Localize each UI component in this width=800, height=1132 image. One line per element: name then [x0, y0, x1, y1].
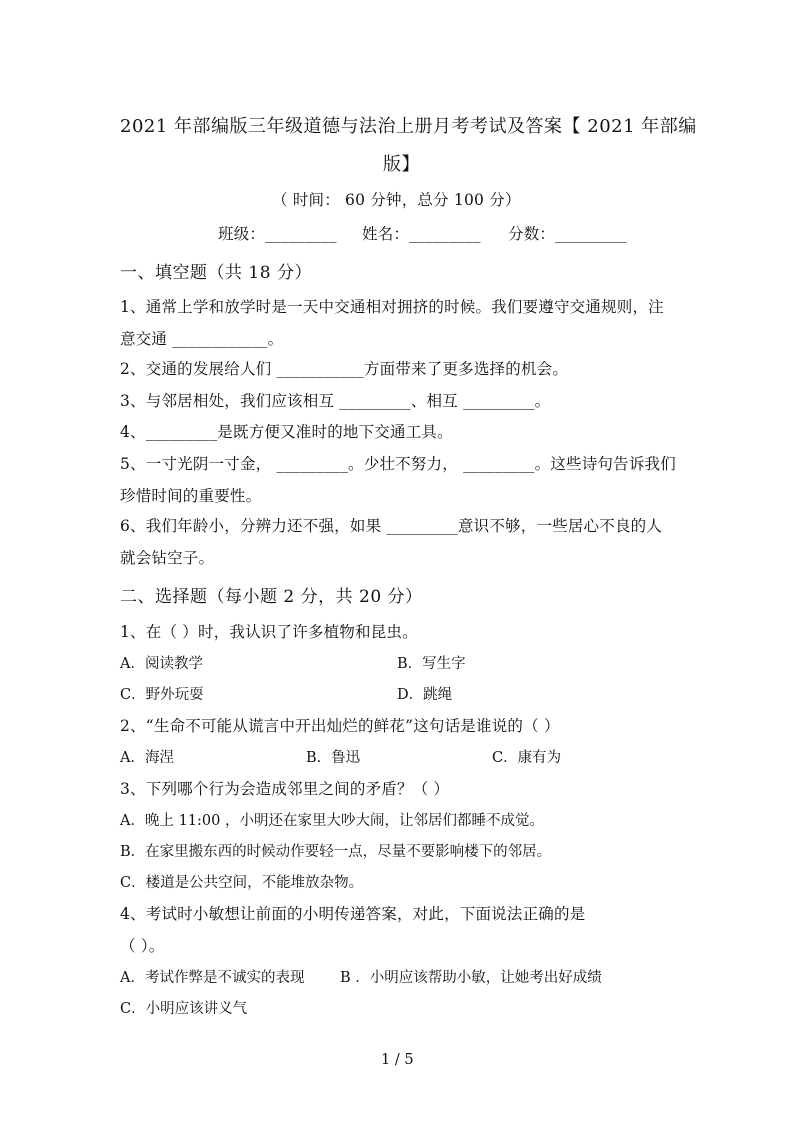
choice-q2-option-b: B．鲁迅 [306, 750, 361, 766]
class-field-label: 班级：_________ [218, 225, 337, 243]
choice-q1-option-c: C．野外玩耍 [120, 687, 204, 703]
fill-q6-line1: 6、我们年龄小，分辨力还不强，如果 _________意识不够，一些居心不良的人 [120, 517, 663, 535]
choice-q2-option-c: C．康有为 [492, 750, 562, 766]
choice-q4-line2: （ ）。 [120, 937, 165, 955]
choice-q4-option-a: A．考试作弊是不诚实的表现 [120, 970, 305, 986]
choice-q2-option-a: A．海涅 [120, 750, 174, 766]
choice-q3-option-c: C．楼道是公共空间，不能堆放杂物。 [120, 875, 364, 891]
fill-q5-line1: 5、一寸光阴一寸金， _________。少壮不努力， _________。这些诗句告诉我们 [120, 455, 676, 473]
fill-q1-line2: 意交通 ____________。 [120, 330, 284, 348]
fill-q5-line2: 珍惜时间的重要性。 [120, 487, 262, 505]
choice-q1-option-a: A．阅读教学 [120, 656, 203, 672]
choice-q3: 3、下列哪个行为会造成邻里之间的矛盾？（ ） [120, 780, 450, 798]
section1-heading: 一、填空题（共 18 分） [120, 263, 312, 283]
score-field-label: 分数：_________ [508, 225, 627, 243]
choice-q4-option-c: C．小明应该讲义气 [120, 1001, 248, 1017]
fill-q2: 2、交通的发展给人们 ___________方面带来了更多选择的机会。 [120, 360, 569, 378]
exam-title-line1: 2021 年部编版三年级道德与法治上册月考考试及答案【 2021 年部编 [120, 116, 697, 137]
choice-q1-option-b: B．写生字 [397, 656, 466, 672]
choice-q4-line1: 4、考试时小敏想让前面的小明传递答案，对此，下面说法正确的是 [120, 905, 586, 923]
choice-q1-option-d: D．跳绳 [397, 687, 453, 703]
fill-q6-line2: 就会钻空子。 [120, 549, 215, 567]
choice-q4-option-b: B ．小明应该帮助小敏，让她考出好成绩 [340, 970, 602, 986]
exam-time-info: （ 时间： 60 分钟，总分 100 分） [272, 191, 521, 209]
choice-q1: 1、在（ ）时，我认识了许多植物和昆虫。 [120, 623, 418, 641]
choice-q3-option-b: B．在家里搬东西的时候动作要轻一点，尽量不要影响楼下的邻居。 [120, 844, 552, 860]
exam-title-line2: 版】 [383, 154, 420, 175]
page-number: 1 / 5 [381, 1052, 414, 1068]
fill-q3: 3、与邻居相处，我们应该相互 _________、相互 _________。 [120, 392, 551, 410]
fill-q4: 4、_________是既方便又准时的地下交通工具。 [120, 423, 453, 441]
name-field-label: 姓名：_________ [362, 225, 481, 243]
section2-heading: 二、选择题（每小题 2 分，共 20 分） [120, 587, 423, 607]
choice-q2: 2、“生命不可能从谎言中开出灿烂的鲜花”这句话是谁说的（ ） [120, 717, 560, 735]
fill-q1-line1: 1、通常上学和放学时是一天中交通相对拥挤的时候。我们要遵守交通规则，注 [120, 298, 664, 316]
choice-q3-option-a: A．晚上 11:00 ，小明还在家里大吵大闹，让邻居们都睡不成觉。 [120, 813, 544, 829]
